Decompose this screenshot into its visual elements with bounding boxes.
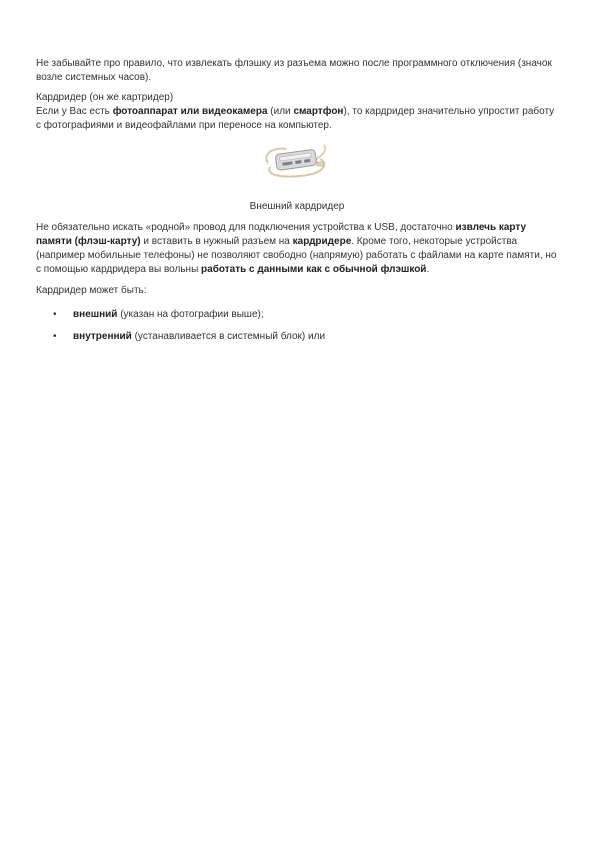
paragraph-text: Кардридер может быть:	[36, 285, 147, 296]
paragraph-cardreader-benefits	[36, 221, 558, 277]
bold-text: работать с данными как с обычной флэшкой	[201, 264, 427, 275]
bold-text: извлечь карту памяти (флэш-карту)	[36, 222, 527, 247]
card-reader-image	[262, 141, 332, 179]
bullet-icon: •	[53, 331, 57, 342]
card-reader-figure	[36, 141, 558, 214]
paragraph-flash-removal	[36, 57, 558, 85]
list-item	[36, 308, 558, 322]
list-item	[36, 330, 558, 344]
paragraph-types-intro	[36, 284, 558, 298]
paragraph-cardreader-intro	[36, 91, 558, 133]
document-page	[36, 57, 558, 352]
text-run: Если у Вас есть	[36, 106, 113, 117]
text-run: (или	[267, 106, 294, 117]
bold-text: фотоаппарат или видеокамера	[112, 106, 268, 117]
paragraph-text: Не забывайте про правило, что извлекать флэшку из разъема можно после программного отключения (значок возле системных часов).	[36, 58, 552, 83]
text-run: (указан на фотографии выше);	[117, 309, 264, 320]
bullet-icon: •	[53, 309, 57, 320]
bold-text: внешний	[73, 309, 118, 320]
text-run: и вставить в нужный разъем на	[140, 236, 293, 247]
bold-text: внутренний	[73, 331, 132, 342]
text-run: Не обязательно искать «родной» провод для подключения устройства к USB, достаточно	[36, 222, 456, 233]
section-heading: Кардридер (он же картридер)	[36, 92, 174, 103]
bold-text: смартфон	[293, 106, 344, 117]
figure-caption: Внешний кардридер	[249, 201, 345, 212]
text-run: . Кроме того, некоторые устройства (например мобильные телефоны) не позволяют свободно (напрямую) работать с файлами на карте памяти, но с помощью кардридера вы вольны	[36, 236, 557, 275]
text-run: (устанавливается в системный блок) или	[131, 331, 326, 342]
text-run: ), то кардридер значительно упростит работу с фотографиями и видеофайлами при переносе на компьютер.	[36, 106, 555, 131]
cardreader-types-list	[36, 308, 558, 344]
bold-text: кардридере	[292, 236, 352, 247]
text-run: .	[426, 264, 430, 275]
